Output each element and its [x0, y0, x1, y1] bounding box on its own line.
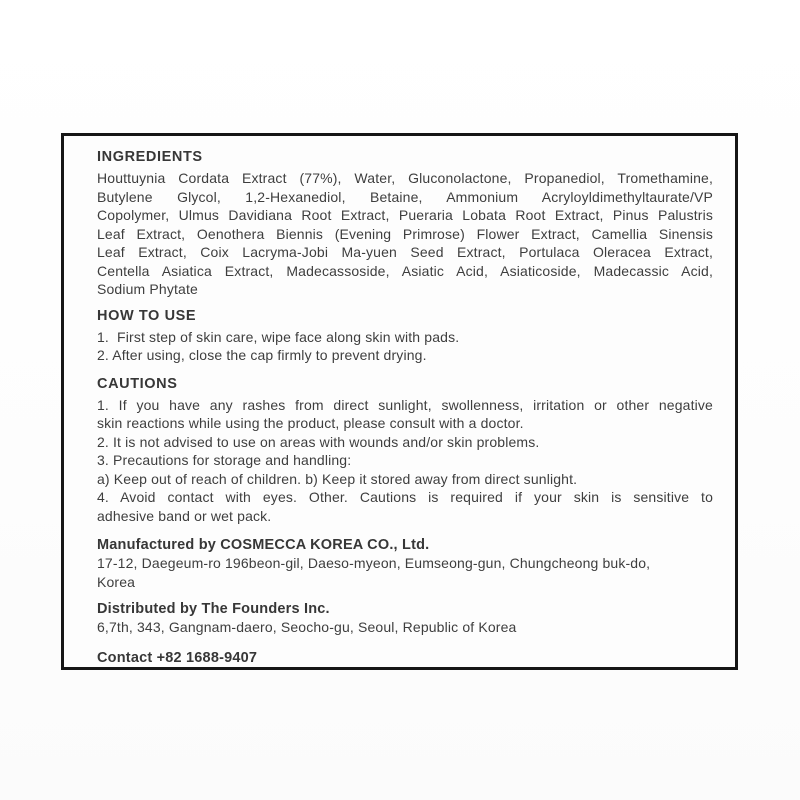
product-label [61, 133, 738, 670]
caution-line: 3. Precautions for storage and handling: [97, 452, 352, 468]
how-to-use-step: 2. After using, close the cap firmly to prevent drying. [97, 347, 427, 363]
ingredients-line: Copolymer, Ulmus Davidiana Root Extract, Pueraria Lobata Root Extract, Pinus Palustris [97, 207, 713, 223]
cautions-section [97, 376, 713, 526]
ingredients-heading: INGREDIENTS [97, 149, 203, 165]
distributor-section [97, 600, 713, 637]
distributor-address-line: 6,7th, 343, Gangnam-daero, Seocho-gu, Seoul, Republic of Korea [97, 619, 517, 635]
cautions-heading: CAUTIONS [97, 375, 178, 392]
manufacturer-title: Manufactured by COSMECCA KOREA CO., Ltd. [97, 537, 430, 553]
ingredients-line: Butylene Glycol, 1,2-Hexanediol, Betaine, Ammonium Acryloyldimethyltaurate/VP [97, 188, 713, 205]
caution-line: 4. Avoid contact with eyes. Other. Cautions is required if your skin is sensitive to [97, 489, 713, 505]
ingredients-line: Sodium Phytate [97, 281, 198, 297]
caution-line: 2. It is not advised to use on areas with wounds and/or skin problems. [97, 433, 540, 450]
contact-line: Contact +82 1688-9407 [97, 649, 258, 666]
manufacturer-section [97, 536, 713, 591]
distributor-title: Distributed by The Founders Inc. [97, 601, 330, 617]
caution-line: skin reactions while using the product, please consult with a doctor. [97, 415, 524, 431]
how-to-use-section [97, 308, 713, 365]
caution-line: 1. If you have any rashes from direct sunlight, swollenness, irritation or other negative [97, 396, 713, 413]
caution-line: adhesive band or wet pack. [97, 507, 272, 524]
ingredients-line: Centella Asiatica Extract, Madecassoside, Asiatic Acid, Asiaticoside, Madecassic Acid, [97, 262, 713, 279]
ingredients-section [97, 149, 713, 299]
manufacturer-address-line: Korea [97, 573, 136, 590]
ingredients-line: Leaf Extract, Coix Lacryma-Jobi Ma-yuen Seed Extract, Portulaca Oleracea Extract, [97, 244, 713, 260]
ingredients-line: Leaf Extract, Oenothera Biennis (Evening Primrose) Flower Extract, Camellia Sinensis [97, 225, 713, 242]
ingredients-line: Houttuynia Cordata Extract (77%), Water, Gluconolactone, Propanediol, Tromethamine, [97, 170, 713, 186]
manufacturer-address-line: 17-12, Daegeum-ro 196beon-gil, Daeso-myeon, Eumseong-gun, Chungcheong buk-do, [97, 555, 651, 571]
how-to-use-step: 1. First step of skin care, wipe face along skin with pads. [97, 328, 460, 345]
how-to-use-heading: HOW TO USE [97, 307, 197, 324]
caution-line: a) Keep out of reach of children. b) Keep it stored away from direct sunlight. [97, 470, 578, 487]
